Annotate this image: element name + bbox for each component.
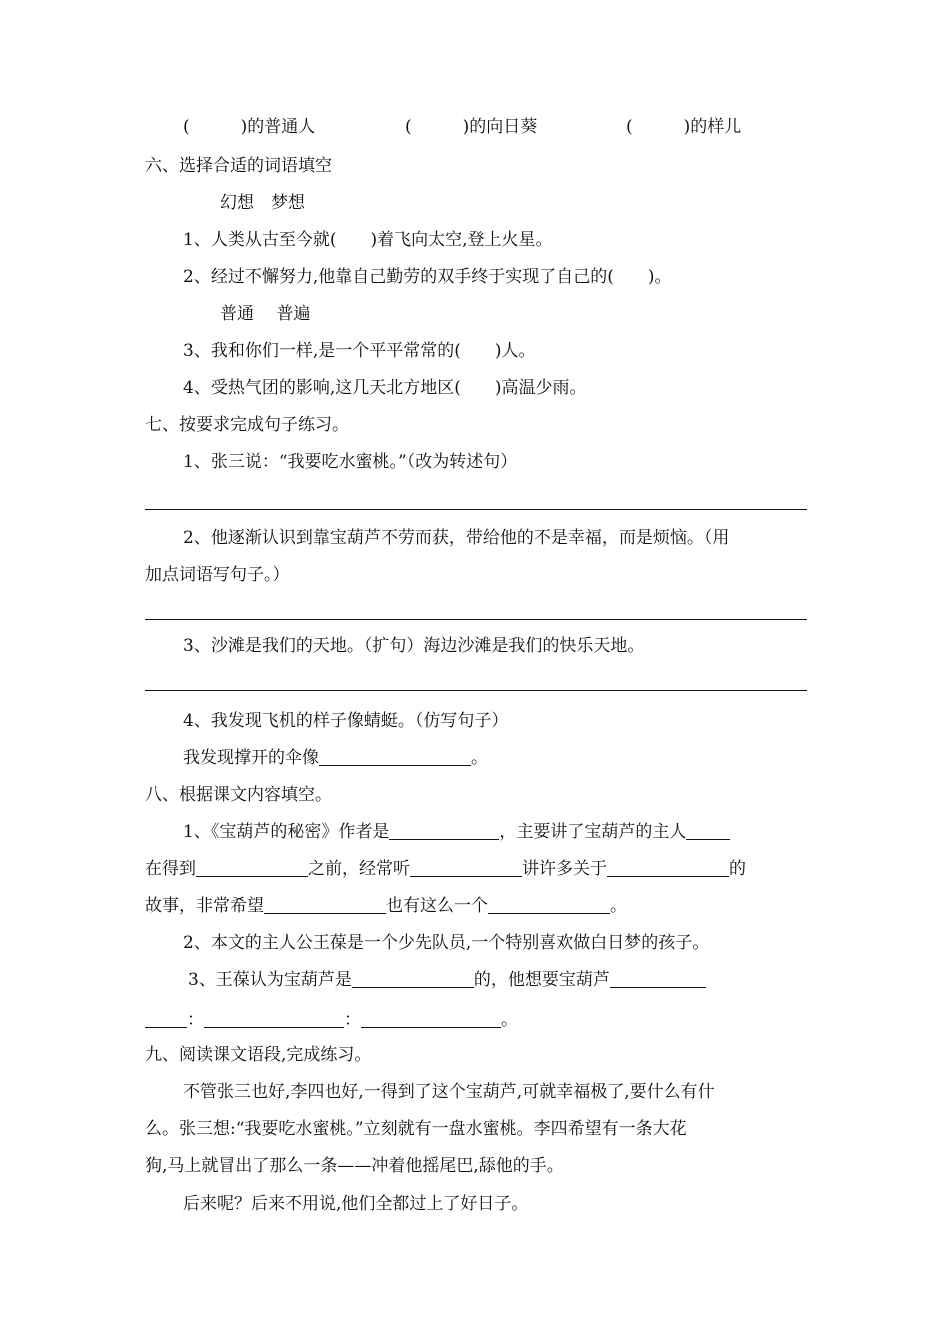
- s6-question-1[interactable]: 1、人类从古至今就( )着飞向太空,登上火星。: [183, 230, 553, 250]
- listen-blank[interactable]: [410, 858, 522, 877]
- section-6-heading: 六、选择合适的词语填空: [145, 156, 332, 176]
- answer-line-3[interactable]: [145, 690, 807, 691]
- s6-question-2[interactable]: 2、经过不懈努力,他靠自己勤劳的双手终于实现了自己的( )。: [183, 267, 672, 287]
- gourd-is-blank[interactable]: [352, 969, 474, 988]
- s8-question-3: [188, 969, 706, 991]
- want-blank-1[interactable]: [145, 1009, 187, 1028]
- text-segment: 讲许多关于: [522, 859, 607, 879]
- s7-question-4: 4、我发现飞机的样子像蜻蜓。（仿写句子）: [183, 711, 509, 731]
- obtain-blank[interactable]: [196, 858, 308, 877]
- s8-question-1-line-1: [183, 821, 730, 843]
- s7-question-1: 1、张三说：“我要吃水蜜桃。”（改为转述句）: [183, 452, 518, 472]
- text-segment: 之前，经常听: [308, 859, 410, 879]
- word-pair-2: 普通 普遍: [220, 304, 311, 324]
- answer-line-2[interactable]: [145, 619, 807, 620]
- text-segment: ，主要讲了宝葫芦的主人: [499, 822, 687, 842]
- colon: ：: [344, 1010, 361, 1030]
- passage-line-3: 狗,马上就冒出了那么一条——冲着他摇尾巴,舔他的手。: [145, 1156, 564, 1176]
- text-segment: 也有这么一个: [386, 896, 488, 916]
- word-pair-1: 幻想 梦想: [220, 193, 305, 213]
- want-blank-3[interactable]: [361, 1009, 501, 1028]
- text-segment: 。: [610, 896, 627, 916]
- text-segment: 的: [729, 859, 746, 879]
- blank-phrase-1[interactable]: ( )的普通人: [183, 117, 316, 137]
- text-segment: 的，他想要宝葫芦: [473, 970, 610, 990]
- about-blank[interactable]: [607, 858, 729, 877]
- author-blank[interactable]: [389, 821, 499, 840]
- colon: ：: [187, 1010, 204, 1030]
- hope-blank[interactable]: [264, 895, 386, 914]
- text-segment: 故事，非常希望: [145, 896, 264, 916]
- text-segment: 1、《宝葫芦的秘密》作者是: [183, 822, 390, 842]
- answer-line-1[interactable]: [145, 509, 807, 510]
- period: 。: [501, 1010, 518, 1030]
- s7-q4-end: 。: [471, 748, 488, 768]
- passage-line-4: 后来呢？后来不用说,他们全都过上了好日子。: [183, 1194, 529, 1214]
- s8-question-1-line-3: [145, 895, 627, 917]
- s6-question-3[interactable]: 3、我和你们一样,是一个平平常常的( )人。: [183, 341, 536, 361]
- text-segment: 在得到: [145, 859, 196, 879]
- s8-question-2: 2、本文的主人公王葆是一个少先队员,一个特别喜欢做白日梦的孩子。: [183, 933, 710, 953]
- s8-question-3-cont: [145, 1009, 518, 1031]
- want-blank-2[interactable]: [204, 1009, 344, 1028]
- section-8-heading: 八、根据课文内容填空。: [145, 785, 332, 805]
- s7-question-2-cont: 加点词语写句子。）: [145, 565, 290, 585]
- section-7-heading: 七、按要求完成句子练习。: [145, 415, 349, 435]
- s6-question-4[interactable]: 4、受热气团的影响,这几天北方地区( )高温少雨。: [183, 378, 587, 398]
- one-blank[interactable]: [488, 895, 610, 914]
- section-9-heading: 九、阅读课文语段,完成练习。: [145, 1045, 372, 1065]
- passage-line-1: 不管张三也好,李四也好,一得到了这个宝葫芦,可就幸福极了,要什么有什: [183, 1082, 715, 1102]
- s7-question-2: 2、他逐渐认识到靠宝葫芦不劳而获，带给他的不是幸福，而是烦恼。（用: [183, 528, 730, 548]
- s8-question-1-line-2: [145, 858, 746, 880]
- s7-question-4-answer: [183, 747, 488, 769]
- s7-question-3: 3、沙滩是我们的天地。（扩句）海边沙滩是我们的快乐天地。: [183, 636, 645, 656]
- s7-q4-prefix: 我发现撑开的伞像: [183, 748, 319, 768]
- blank-phrase-3[interactable]: ( )的样儿: [626, 117, 742, 137]
- passage-line-2: 么。张三想:“我要吃水蜜桃。”立刻就有一盘水蜜桃。李四希望有一条大花: [145, 1119, 687, 1139]
- s7-q4-blank[interactable]: [319, 747, 471, 766]
- owner-blank[interactable]: [686, 821, 730, 840]
- blank-phrase-2[interactable]: ( )的向日葵: [405, 117, 538, 137]
- gourd-want-blank[interactable]: [610, 969, 706, 988]
- text-segment: 3、王葆认为宝葫芦是: [188, 970, 352, 990]
